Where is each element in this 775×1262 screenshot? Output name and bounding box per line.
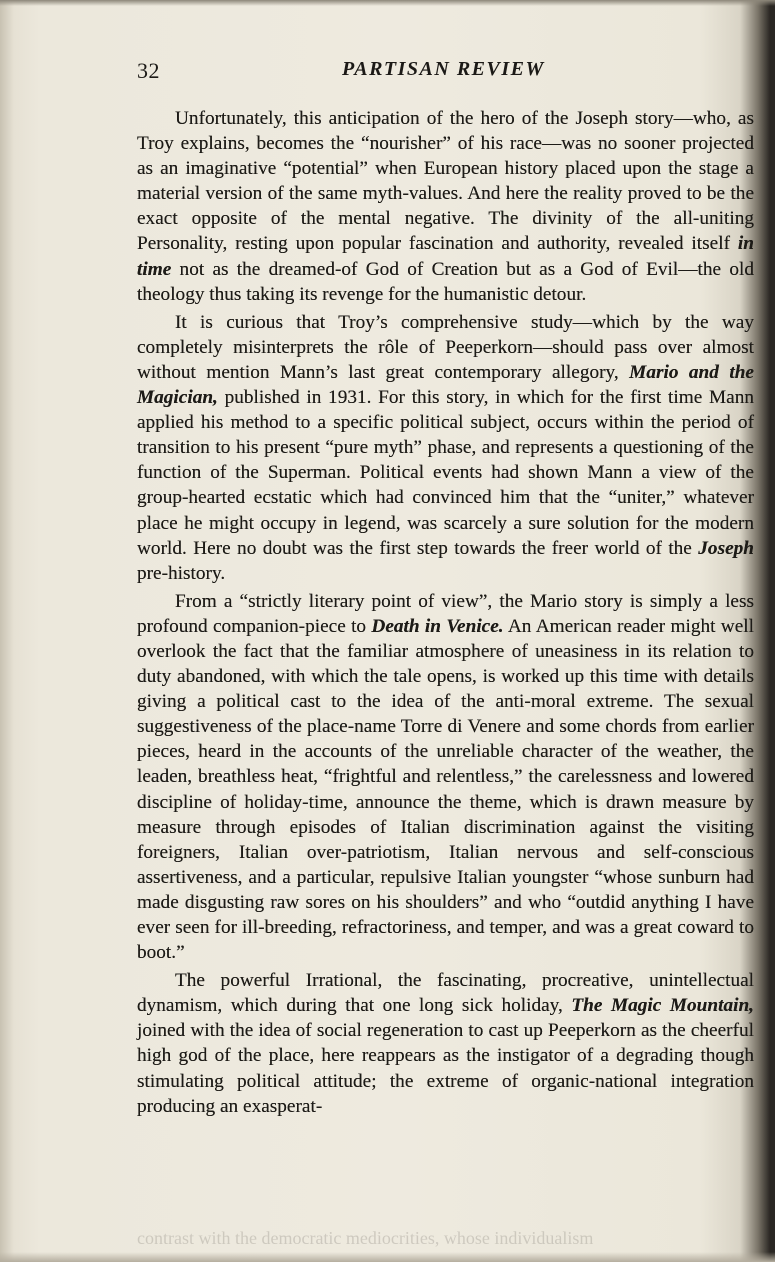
page-header: [137, 58, 737, 88]
italic-title: Mario and the Magician,: [137, 361, 754, 409]
paragraph-text: The powerful Irrational, the fascinating, procreative, unintellectual dynamism, which during that one long sick holiday,: [137, 970, 754, 1017]
page-top-edge: [0, 0, 775, 6]
paragraph-text: Unfortunately, this anticipation of the hero of the Joseph story—who, as Troy explains, becomes the “nourisher” of his race—was no sooner projected as an imaginative “potential” when European history placed upon the stage a material version of the same myth-values. And here the reality proved to be the exact opposite of the mental negative. The divinity of the all-uniting Personality, resting upon popular fascination and authority, revealed itself: [137, 108, 754, 255]
italic-title: in time: [137, 233, 754, 280]
page-number: 32: [137, 58, 160, 83]
paragraph-text: An American reader might well overlook the fact that the familiar atmosphere of uneasiness in its relation to duty abandoned, with which the tale opens, is worked up this time with details giving a political cast to the idea of the anti-moral extreme. The sexual suggestiveness of the place-name Torre di Venere and some chords from earlier pieces, heard in the accounts of the unreliable character of the weather, the leaden, breathless heat, “frightful and relentless,” the carelessness and lowered discipline of holiday-time, announce the theme, which is drawn measure by measure through episodes of Italian discrimination against the visiting foreigners, Italian over-patriotism, Italian nervous and self-conscious assertiveness, and a particular, repulsive Italian youngster “whose sunburn had made disgusting raw sores on his shoulders” and who “outdid anything I have ever seen for ill-breeding, refractoriness, and temper, and was a great coward to boot.”: [137, 615, 754, 964]
paragraph: [137, 106, 754, 307]
paragraph: [137, 968, 754, 1119]
paragraph-text: pre-history.: [137, 562, 226, 584]
running-head: PARTISAN REVIEW: [342, 58, 545, 80]
bleed-through-text: contrast with the democratic mediocrities, whose individualism: [137, 1228, 594, 1248]
paragraph-text: not as the dreamed-of God of Creation but as a God of Evil—the old theology thus taking its revenge for the humanistic detour.: [137, 258, 754, 305]
paragraph-text: joined with the idea of social regeneration to cast up Peeperkorn as the cheerful high god of the place, here reappears as the instigator of a degrading though stimulating political attitude; the extreme of organic-national integration producing an exasperat-: [137, 1020, 754, 1117]
paragraph: [137, 589, 754, 965]
body-text: [137, 106, 754, 1122]
paragraph-text: It is curious that Troy’s comprehensive study—which by the way completely misinterprets the rôle of Peeperkorn—should pass over almost without mention Mann’s last great contemporary allegory,: [137, 311, 754, 383]
page-bottom-edge: [0, 1252, 775, 1262]
paragraph: [137, 310, 754, 586]
italic-title: Death in Venice.: [371, 615, 504, 637]
paragraph-text: From a “strictly literary point of view”, the Mario story is simply a less profound companion-piece to: [137, 590, 754, 637]
paragraph-text: published in 1931. For this story, in which for the first time Mann applied his method to a specific political subject, occurs within the period of transition to his present “pure myth” phase, and represents a questioning of the function of the Superman. Political events had shown Mann a view of the group-hearted ecstatic which had convinced him that the “uniter,” whatever place he might occupy in legend, was scarcely a sure solution for the modern world. Here no doubt was the first step towards the freer world of the: [137, 387, 754, 559]
italic-title: Joseph: [698, 537, 754, 559]
italic-title: The Magic Mountain,: [571, 995, 755, 1017]
